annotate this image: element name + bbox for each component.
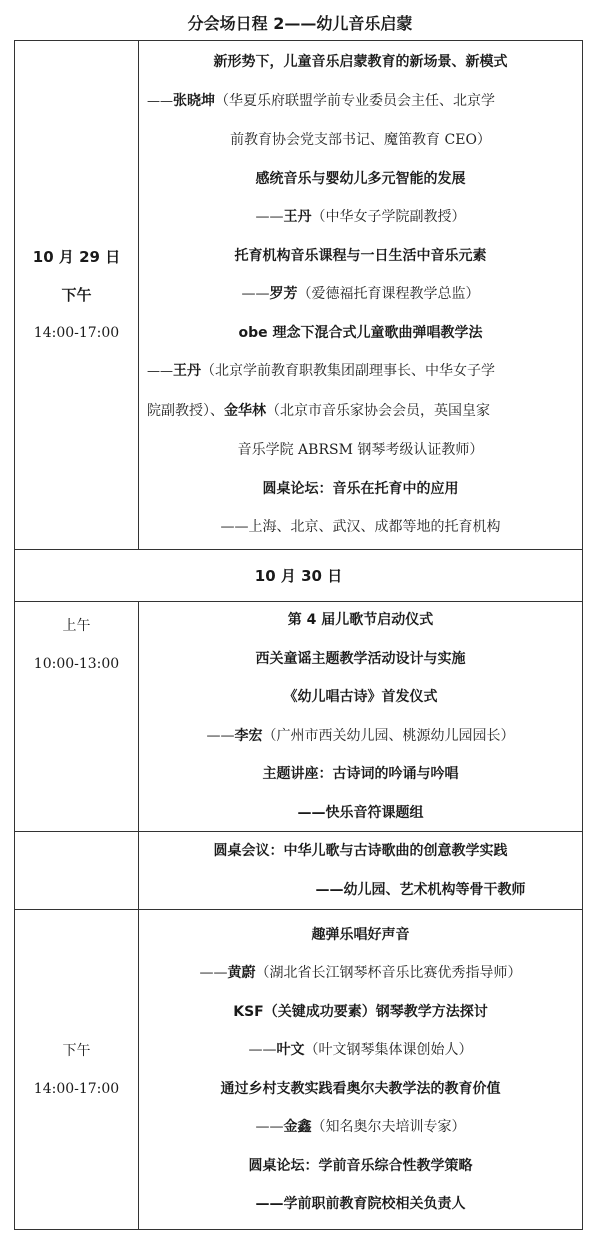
page-title: 分会场日程 2——幼儿音乐启蒙 xyxy=(187,14,413,33)
speaker-line: ——幼儿园、艺术机构等骨干教师 xyxy=(315,881,526,898)
speaker-name: 王丹 xyxy=(173,363,201,380)
session-title: 圆桌论坛：学前音乐综合性教学策略 xyxy=(248,1157,473,1174)
time-range: 14:00-17:00 xyxy=(33,1080,120,1097)
session-title: 托育机构音乐课程与一日生活中音乐元素 xyxy=(234,247,487,264)
speaker-line: ——叶文（叶文钢琴集体课创始人） xyxy=(248,1042,473,1058)
session-title: 趣弹乐唱好声音 xyxy=(311,926,410,943)
speaker-line: ——张晓坤（华夏乐府联盟学前专业委员会主任、北京学 xyxy=(147,92,495,109)
speaker-line: ——黄蔚（湖北省长江钢琴杯音乐比赛优秀指导师） xyxy=(199,965,522,981)
date-header: 10 月 30 日 xyxy=(254,566,343,585)
schedule-row-oct30-pm xyxy=(15,909,582,1229)
speaker-desc: 音乐学院 ABRSM 钢琴考级认证教师） xyxy=(237,442,484,459)
speaker-line: ——快乐音符课题组 xyxy=(297,804,424,821)
speaker-line: ——王丹（中华女子学院副教授） xyxy=(255,209,466,226)
session-title: 主题讲座：古诗词的吟诵与吟唱 xyxy=(262,766,459,782)
speaker-line: ——金鑫（知名奥尔夫培训专家） xyxy=(255,1119,466,1135)
session-title: 感统音乐与婴幼儿多元智能的发展 xyxy=(255,170,466,187)
schedule-row-roundtable xyxy=(15,831,582,909)
time-range: 14:00-17:00 xyxy=(33,325,120,341)
date-header-row xyxy=(15,549,582,601)
date-label: 10 月 29 日 xyxy=(32,248,121,266)
session-title: obe 理念下混合式儿童歌曲弹唱教学法 xyxy=(238,324,483,341)
speaker-name: 金华林 xyxy=(224,402,266,419)
session-cell xyxy=(139,602,582,831)
speaker-name: 黄蔚 xyxy=(227,965,256,981)
speaker-line: 院副教授）、金华林（北京市音乐家协会会员，英国皇家 xyxy=(147,402,490,419)
session-title: 圆桌会议：中华儿歌与古诗歌曲的创意教学实践 xyxy=(213,843,508,859)
time-range: 10:00-13:00 xyxy=(33,656,120,672)
speaker-name: 张晓坤 xyxy=(173,92,215,109)
schedule-row-oct29 xyxy=(15,41,582,549)
session-cell xyxy=(139,832,582,909)
speaker-line: ——李宏（广州市西关幼儿园、桃源幼儿园园长） xyxy=(206,727,515,744)
session-title: 第 4 届儿歌节启动仪式 xyxy=(287,612,434,628)
session-cell xyxy=(139,910,582,1229)
time-cell xyxy=(15,602,139,831)
speaker-name: 金鑫 xyxy=(283,1119,312,1135)
speaker-name: 王丹 xyxy=(283,209,312,226)
speaker-line: ——学前职前教育院校相关负责人 xyxy=(255,1196,466,1212)
period-label: 上午 xyxy=(62,618,91,634)
speaker-name: 李宏 xyxy=(234,727,263,744)
session-title: 通过乡村支教实践看奥尔夫教学法的教育价值 xyxy=(220,1080,501,1097)
session-cell xyxy=(139,41,582,549)
speaker-desc: 前教育协会党支部书记、魔笛教育 CEO） xyxy=(230,132,491,149)
time-cell xyxy=(15,910,139,1229)
session-title: KSF（关键成功要素）钢琴教学方法探讨 xyxy=(233,1003,488,1020)
speaker-name: 叶文 xyxy=(276,1042,305,1058)
session-title: 西关童谣主题教学活动设计与实施 xyxy=(255,650,466,667)
period-label: 下午 xyxy=(62,1042,91,1059)
session-title: 《幼儿唱古诗》首发仪式 xyxy=(283,689,438,705)
time-cell xyxy=(15,41,139,549)
speaker-name: 罗芳 xyxy=(269,286,298,303)
speaker-desc: ——上海、北京、武汉、成都等地的托育机构 xyxy=(220,519,501,536)
session-title: 圆桌论坛：音乐在托育中的应用 xyxy=(262,480,459,497)
session-title: 新形势下，儿童音乐启蒙教育的新场景、新模式 xyxy=(213,54,508,71)
schedule-row-oct30-am xyxy=(15,601,582,831)
period-label: 下午 xyxy=(61,286,92,304)
speaker-line: ——罗芳（爱德福托育课程教学总监） xyxy=(241,286,480,303)
speaker-line: ——王丹（北京学前教育职教集团副理事长、中华女子学 xyxy=(147,363,495,380)
schedule-table xyxy=(14,40,583,1230)
time-cell xyxy=(15,832,139,909)
